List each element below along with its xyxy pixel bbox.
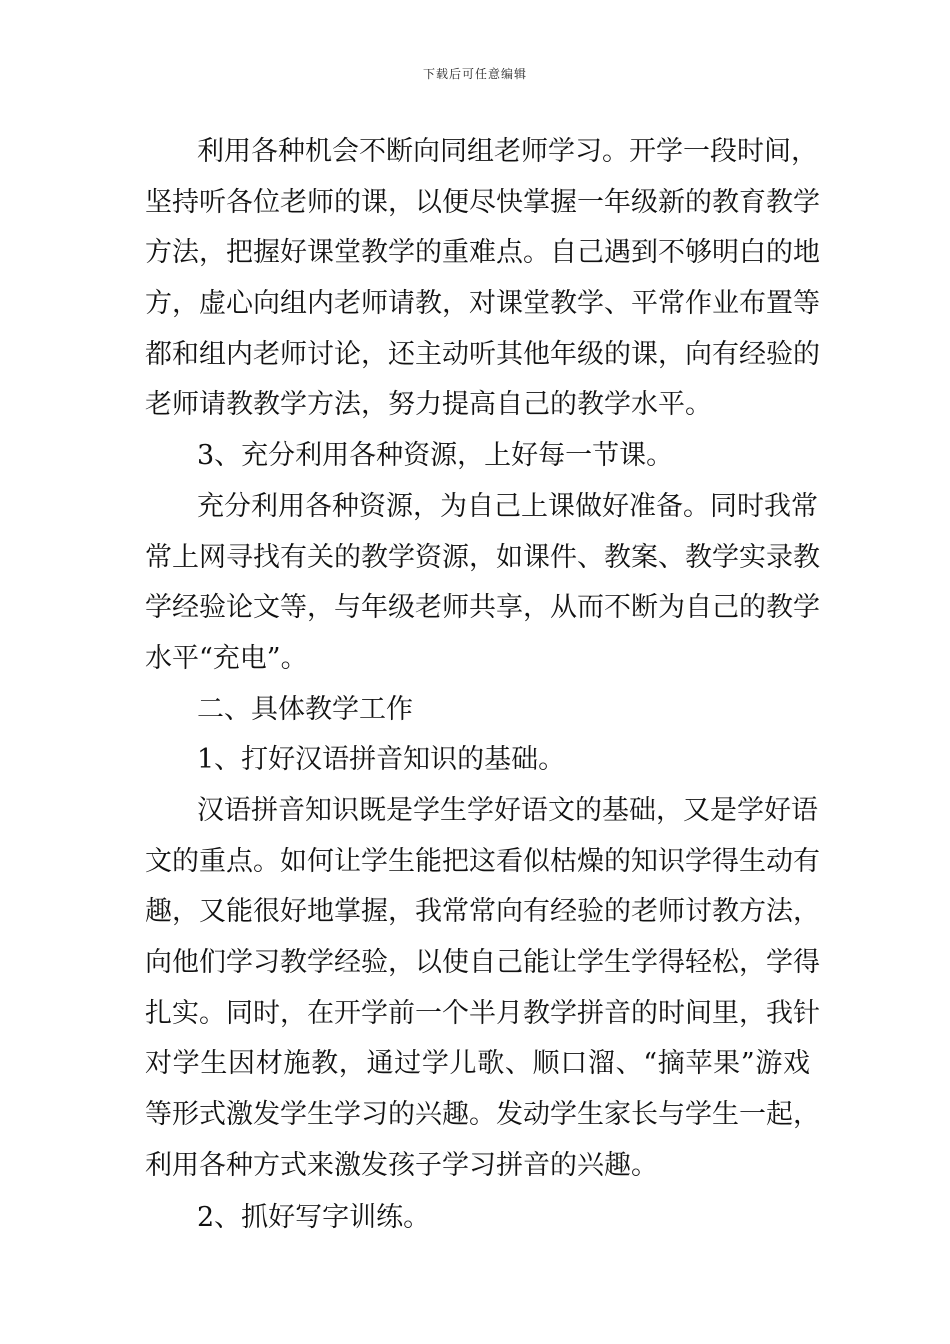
paragraph-line: 充分利用各种资源，为自己上课做好准备。同时我常 [197,490,818,522]
paragraph-line: 文的重点。如何让学生能把这看似枯燥的知识学得生动有 [145,845,820,877]
paragraph-line: 老师请教教学方法，努力提高自己的教学水平。 [145,389,712,421]
paragraph-line: 汉语拼音知识既是学生学好语文的基础，又是学好语 [197,794,818,826]
paragraph-line: 扎实。同时，在开学前一个半月教学拼音的时间里，我针 [145,997,820,1029]
section-heading: 1、打好汉语拼音知识的基础。 [197,744,566,776]
paragraph-line: 常上网寻找有关的教学资源，如课件、教案、教学实录教 [145,541,820,573]
paragraph-line: 利用各种方式来激发孩子学习拼音的兴趣。 [145,1149,658,1181]
paragraph-line: 学经验论文等，与年级老师共享，从而不断为自己的教学 [145,592,820,624]
paragraph-line: 水平“充电”。 [145,642,308,674]
section-heading: 3、充分利用各种资源，上好每一节课。 [197,440,674,472]
document-body [145,127,820,1244]
paragraph-line: 等形式激发学生学习的兴趣。发动学生家长与学生一起， [145,1099,820,1131]
paragraph-line: 向他们学习教学经验，以使自己能让学生学得轻松，学得 [145,947,820,978]
section-heading: 2、抓好写字训练。 [197,1202,431,1234]
paragraph-line: 趣，又能很好地掌握，我常常向有经验的老师讨教方法， [145,896,820,928]
paragraph-line: 方，虚心向组内老师请教，对课堂教学、平常作业布置等 [145,288,820,320]
page-header: 下载后可任意编辑 [422,67,527,81]
section-heading: 二、具体教学工作 [197,693,413,725]
paragraph-line: 利用各种机会不断向同组老师学习。开学一段时间， [197,136,818,167]
paragraph-line: 都和组内老师讨论，还主动听其他年级的课，向有经验的 [145,338,820,370]
paragraph-line: 坚持听各位老师的课，以便尽快掌握一年级新的教育教学 [145,186,820,218]
paragraph-line: 方法，把握好课堂教学的重难点。自己遇到不够明白的地 [145,237,820,269]
paragraph-line: 对学生因材施教，通过学儿歌、顺口溜、“摘苹果”游戏 [145,1048,810,1080]
